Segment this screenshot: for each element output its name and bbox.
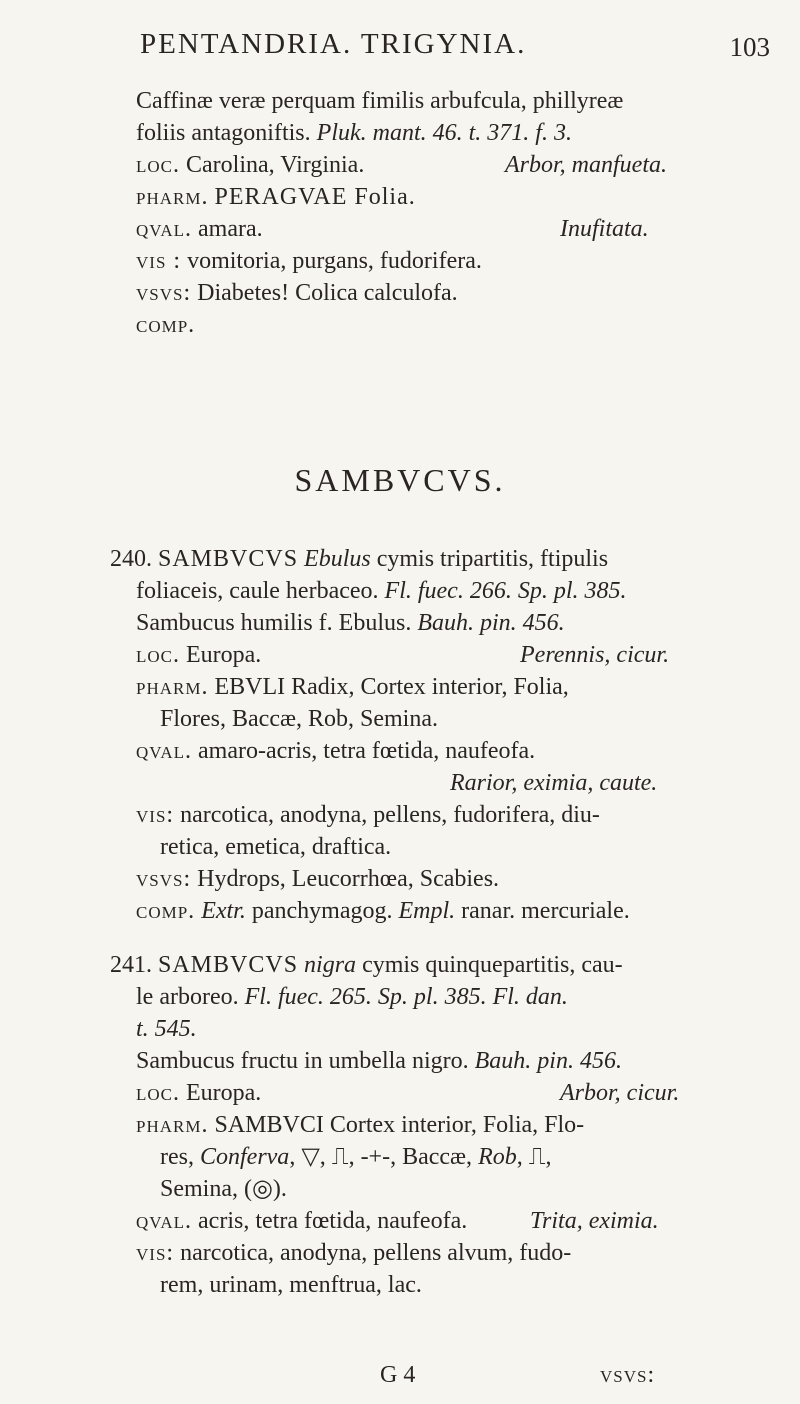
entry-241-line-2: le arboreo. Fl. fuec. 265. Sp. pl. 385. Fl. dan. [136, 984, 568, 1010]
intro-line-2: foliis antagoniftis. Pluk. mant. 46. t. 371. f. 3. [136, 120, 572, 146]
entry-240-loc: loc. Europa. [136, 642, 262, 668]
entry-241-loc-right: Arbor, cicur. [560, 1080, 680, 1106]
intro-qval: qval. amara. [136, 216, 263, 242]
entry-240-comp: comp. Extr. panchymagog. Empl. ranar. mercuriale. [136, 898, 630, 924]
running-header [140, 28, 770, 62]
entry-241-qval-right: Trita, eximia. [530, 1208, 659, 1234]
catchword: vsvs: [600, 1362, 656, 1388]
intro-vsvs: vsvs: Diabetes! Colica calculofa. [136, 280, 458, 306]
entry-240-line-1: 240. SAMBVCVS Ebulus cymis tripartitis, ftipulis [110, 546, 609, 572]
entry-241-line-4: Sambucus fructu in umbella nigro. Bauh. pin. 456. [136, 1048, 622, 1074]
entry-240-vis: vis: narcotica, anodyna, pellens, fudorifera, diu- [136, 802, 600, 828]
entry-240-vis-2: retica, emetica, draftica. [160, 834, 392, 860]
entry-240-pharm: pharm. EBVLI Radix, Cortex interior, Folia, [136, 674, 569, 700]
signature-mark: G 4 [380, 1362, 416, 1388]
intro-loc: loc. Carolina, Virginia. [136, 152, 365, 178]
entry-240-vsvs: vsvs: Hydrops, Leucorrhœa, Scabies. [136, 866, 500, 892]
entry-240-line-2: foliaceis, caule herbaceo. Fl. fuec. 266. Sp. pl. 385. [136, 578, 627, 604]
entry-241-vis: vis: narcotica, anodyna, pellens alvum, fudo- [136, 1240, 572, 1266]
entry-241-vis-2: rem, urinam, menftrua, lac. [160, 1272, 422, 1298]
intro-pharm: pharm. PERAGVAE Folia. [136, 184, 416, 210]
entry-240-line-3: Sambucus humilis f. Ebulus. Bauh. pin. 456. [136, 610, 565, 636]
entry-241-line-1: 241. SAMBVCVS nigra cymis quinquepartitis, cau- [110, 952, 623, 978]
entry-241-qval: qval. acris, tetra fœtida, naufeofa. [136, 1208, 468, 1234]
entry-240-qval: qval. amaro-acris, tetra fœtida, naufeofa. [136, 738, 536, 764]
entry-241-pharm: pharm. SAMBVCI Cortex interior, Folia, Flo- [136, 1112, 585, 1138]
running-title: PENTANDRIA. TRIGYNIA. [140, 28, 527, 60]
intro-qval-right: Inufitata. [560, 216, 649, 242]
entry-241-loc: loc. Europa. [136, 1080, 262, 1106]
intro-line-1: Caffinæ veræ perquam fimilis arbufcula, phillyreæ [136, 88, 624, 114]
pharmacy-symbols: , ▽, ⎍, -+-, Baccæ, [289, 1144, 473, 1170]
entry-240-pharm-2: Flores, Baccæ, Rob, Semina. [160, 706, 438, 732]
page-number: 103 [729, 32, 770, 62]
section-heading: SAMBVCVS. [294, 462, 506, 498]
intro-loc-right: Arbor, manfueta. [505, 152, 667, 178]
intro-comp: comp. [136, 312, 196, 338]
entry-241-pharm-3: Semina, (◎). [160, 1176, 287, 1202]
entry-241-line-3: t. 545. [136, 1016, 197, 1042]
entry-240-qval-right: Rarior, eximia, caute. [450, 770, 658, 796]
entry-240-loc-right: Perennis, cicur. [520, 642, 670, 668]
entry-241-pharm-2: res, Conferva, ▽, ⎍, -+-, Baccæ, Rob, ⎍, [160, 1144, 552, 1170]
intro-vis: vis : vomitoria, purgans, fudorifera. [136, 248, 482, 274]
